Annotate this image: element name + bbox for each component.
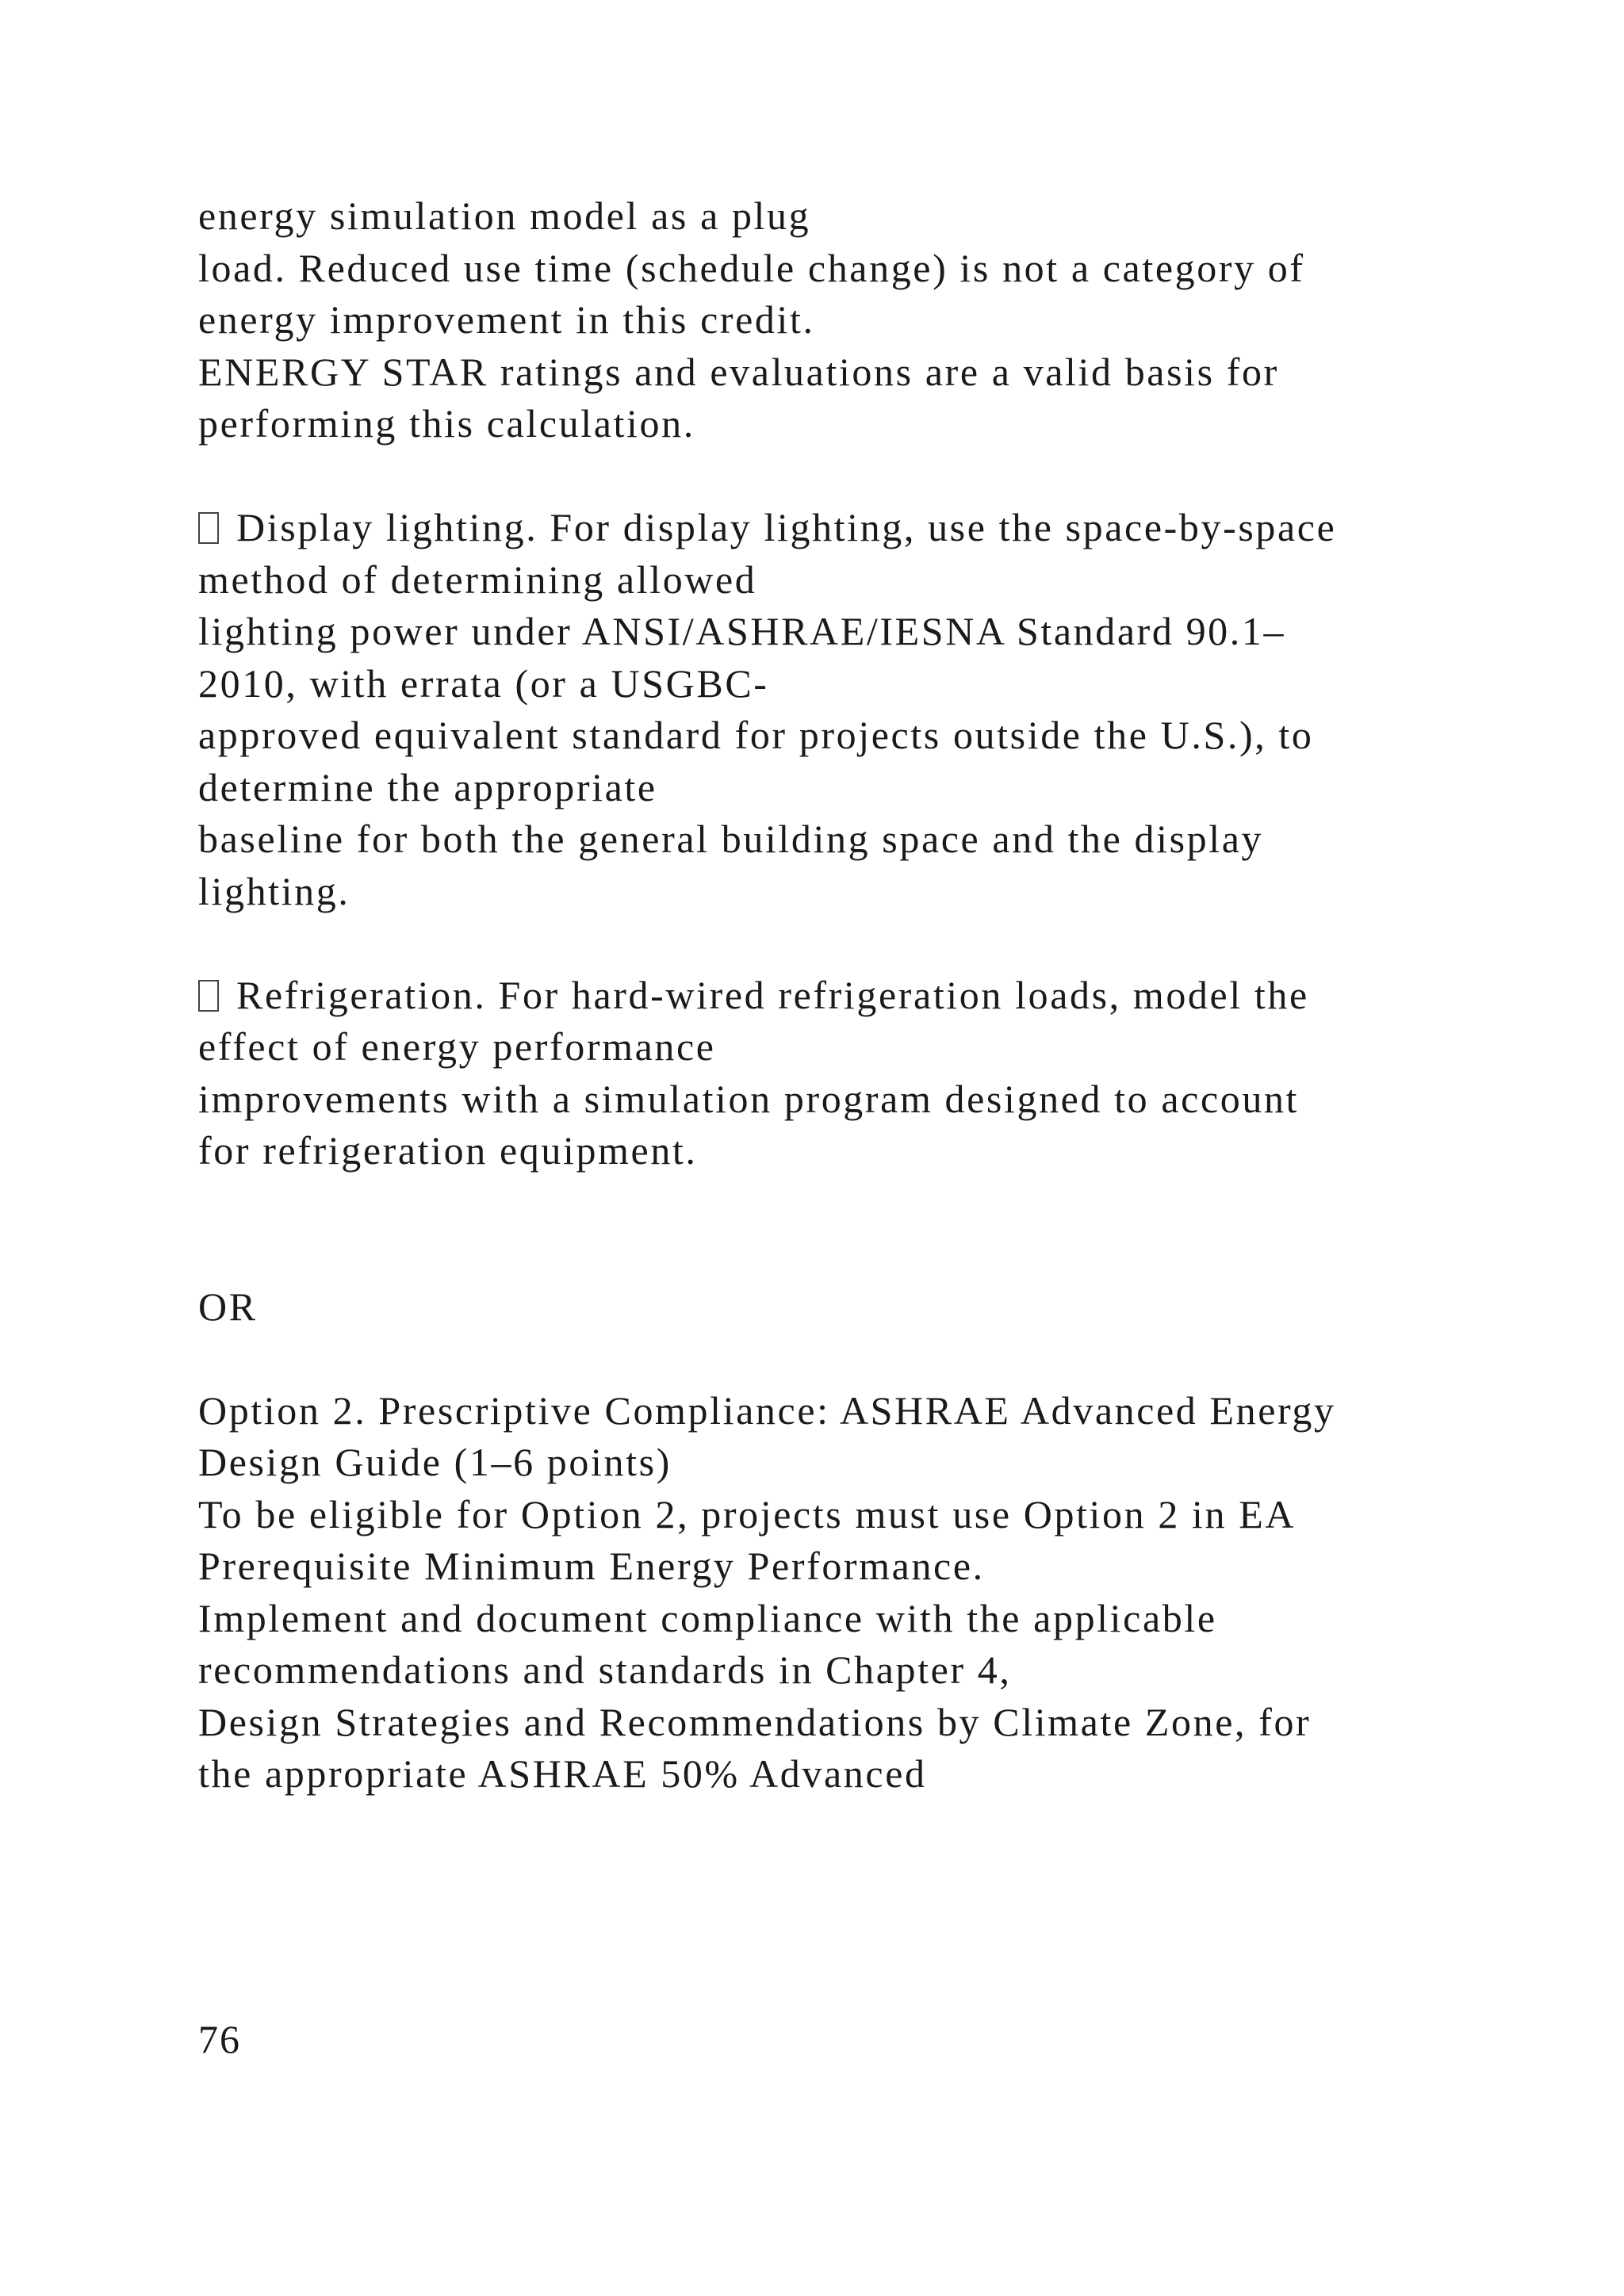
page-number: 76 xyxy=(198,2017,241,2061)
text-line xyxy=(198,502,1546,554)
text-line: load. Reduced use time (schedule change) is not a category of xyxy=(198,245,1305,290)
paragraph-gap xyxy=(198,450,1546,503)
text-line: baseline for both the general building space and the display xyxy=(198,817,1264,861)
text-line: lighting power under ANSI/ASHRAE/IESNA Standard 90.1– xyxy=(198,609,1286,653)
text-line: lighting. xyxy=(198,868,350,913)
refrigeration-heading: Refrigeration. For hard-wired refrigeration loads, model the xyxy=(236,972,1309,1017)
intro-paragraph xyxy=(198,190,1546,450)
paragraph-gap xyxy=(198,917,1546,970)
paragraph-gap xyxy=(198,1177,1546,1281)
text-line: performing this calculation. xyxy=(198,401,695,446)
text-line: recommendations and standards in Chapter 4, xyxy=(198,1647,1012,1692)
bullet-box-icon xyxy=(198,512,219,544)
refrigeration-paragraph xyxy=(198,970,1546,1177)
document-page xyxy=(198,190,1546,1800)
text-line: the appropriate ASHRAE 50% Advanced xyxy=(198,1751,927,1796)
text-line: energy simulation model as a plug xyxy=(198,193,811,238)
text-line: Implement and document compliance with the applicable xyxy=(198,1595,1217,1640)
text-line: 2010, with errata (or a USGBC- xyxy=(198,660,769,706)
paragraph-gap xyxy=(198,1333,1546,1385)
text-line: Prerequisite Minimum Energy Performance. xyxy=(198,1544,985,1588)
text-line: energy improvement in this credit. xyxy=(198,297,815,342)
text-line: Design Strategies and Recommendations by Climate Zone, for xyxy=(198,1699,1312,1744)
text-line: Option 2. Prescriptive Compliance: ASHRAE Advanced Energy xyxy=(198,1387,1336,1433)
text-line: determine the appropriate xyxy=(198,764,657,809)
text-line: method of determining allowed xyxy=(198,557,757,602)
display-lighting-paragraph xyxy=(198,502,1546,917)
or-label: OR xyxy=(198,1284,258,1329)
text-line: Design Guide (1–6 points) xyxy=(198,1440,672,1484)
display-lighting-heading: Display lighting. For display lighting, use the space-by-space xyxy=(236,505,1337,549)
option2-paragraph xyxy=(198,1385,1546,1800)
text-line: improvements with a simulation program designed to account xyxy=(198,1076,1300,1121)
bullet-box-icon xyxy=(198,980,219,1012)
text-line: for refrigeration equipment. xyxy=(198,1128,698,1173)
text-line xyxy=(198,970,1546,1022)
text-line: effect of energy performance xyxy=(198,1024,716,1069)
text-line: ENERGY STAR ratings and evaluations are a valid basis for xyxy=(198,349,1279,394)
text-line: To be eligible for Option 2, projects must use Option 2 in EA xyxy=(198,1491,1297,1536)
text-line: approved equivalent standard for projects outside the U.S.), to xyxy=(198,713,1314,757)
